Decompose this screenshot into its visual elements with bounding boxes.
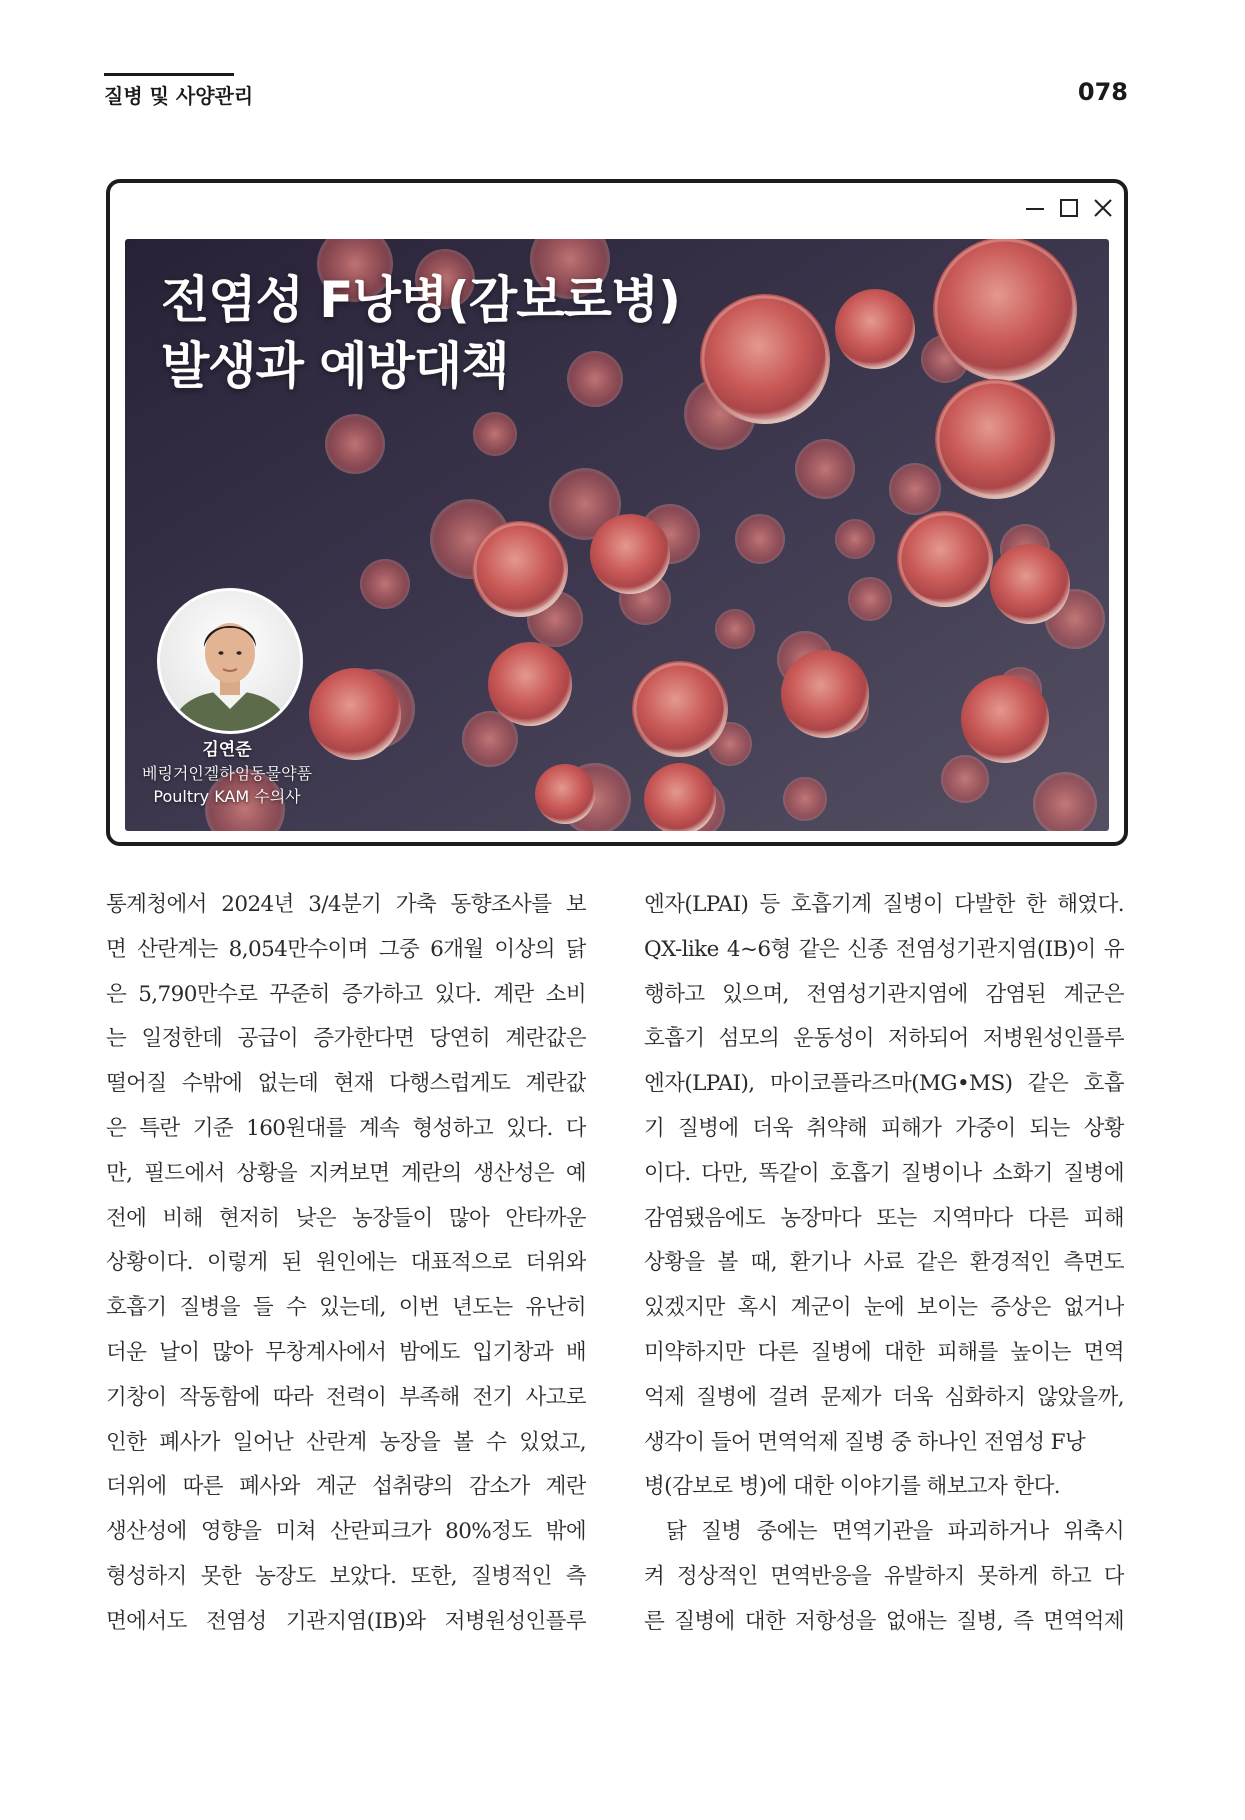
text-line: 만, 필드에서 상황을 지켜보면 계란의 생산성은 예 bbox=[106, 1160, 586, 1186]
text-line: 미약하지만 다른 질병에 대한 피해를 높이는 면역 bbox=[644, 1339, 1124, 1365]
text-line: 닭 질병 중에는 면역기관을 파괴하거나 위축시 bbox=[666, 1519, 1124, 1545]
author-avatar bbox=[157, 588, 303, 734]
text-line: 호흡기 섬모의 운동성이 저하되어 저병원성인플루 bbox=[644, 1026, 1124, 1052]
text-line: 생각이 들어 면역억제 질병 중 하나인 전염성 F낭 bbox=[644, 1429, 1086, 1455]
author-role: Poultry KAM 수의사 bbox=[153, 787, 301, 806]
text-line: 생산성에 영향을 미쳐 산란피크가 80%정도 밖에 bbox=[106, 1519, 586, 1545]
section-label: 질병 및 사양관리 bbox=[104, 84, 254, 108]
text-line: 켜 정상적인 면역반응을 유발하지 못하게 하고 다 bbox=[644, 1563, 1124, 1589]
text-line: 통계청에서 2024년 3/4분기 가축 동향조사를 보 bbox=[106, 892, 586, 917]
article-title bbox=[161, 267, 680, 399]
text-line: 떨어질 수밖에 없는데 현재 다행스럽게도 계란값 bbox=[106, 1071, 586, 1097]
text-line: 엔자(LPAI), 마이코플라즈마(MG•MS) 같은 호흡 bbox=[644, 1071, 1124, 1097]
text-line: 억제 질병에 걸려 문제가 더욱 심화하지 않았을까, bbox=[644, 1384, 1124, 1410]
text-line: 기창이 작동함에 따라 전력이 부족해 전기 사고로 bbox=[106, 1384, 586, 1410]
text-line: 병(감보로 병)에 대한 이야기를 해보고자 한다. bbox=[644, 1474, 1061, 1500]
window-controls bbox=[1024, 197, 1114, 219]
text-line: 른 질병에 대한 저항성을 없애는 질병, 즉 면역억제 bbox=[644, 1608, 1124, 1634]
author-name: 김연준 bbox=[202, 740, 252, 760]
author-company: 베링거인겔하임동물약품 bbox=[141, 764, 313, 783]
text-line: 면 산란계는 8,054만수이며 그중 6개월 이상의 닭 bbox=[106, 936, 586, 962]
text-line: 기 질병에 더욱 취약해 피해가 가중이 되는 상황 bbox=[644, 1115, 1124, 1141]
text-line: 면에서도 전염성 기관지염(IB)와 저병원성인플루 bbox=[106, 1608, 586, 1634]
article-column-right bbox=[644, 883, 1124, 1645]
author-portrait bbox=[160, 591, 300, 731]
article-window-frame bbox=[106, 179, 1128, 846]
author-info bbox=[125, 739, 329, 808]
minimize-icon[interactable] bbox=[1024, 197, 1046, 219]
article-title-line2: 발생과 예방대책 bbox=[161, 337, 509, 395]
text-line: 더위에 따른 폐사와 계군 섭취량의 감소가 계란 bbox=[106, 1474, 586, 1500]
page-number: 078 bbox=[1077, 78, 1128, 106]
close-icon[interactable] bbox=[1092, 197, 1114, 219]
text-line: 은 5,790만수로 꾸준히 증가하고 있다. 계란 소비 bbox=[106, 981, 586, 1007]
text-line: 행하고 있으며, 전염성기관지염에 감염된 계군은 bbox=[644, 981, 1124, 1007]
hero-image bbox=[125, 239, 1109, 831]
text-line: QX-like 4~6형 같은 신종 전염성기관지염(IB)이 유 bbox=[644, 936, 1124, 962]
text-line: 엔자(LPAI) 등 호흡기계 질병이 다발한 한 해였다. bbox=[644, 892, 1124, 917]
article-title-line1: 전염성 F낭병(감보로병) bbox=[161, 271, 680, 329]
text-line: 은 특란 기준 160원대를 계속 형성하고 있다. 다 bbox=[106, 1115, 586, 1141]
maximize-icon[interactable] bbox=[1058, 197, 1080, 219]
text-line: 상황이다. 이렇게 된 원인에는 대표적으로 더위와 bbox=[106, 1250, 586, 1276]
text-line: 감염됐음에도 농장마다 또는 지역마다 다른 피해 bbox=[644, 1205, 1124, 1231]
text-line: 전에 비해 현저히 낮은 농장들이 많아 안타까운 bbox=[106, 1205, 586, 1231]
article-column-left bbox=[106, 883, 586, 1645]
text-line: 있겠지만 혹시 계군이 눈에 보이는 증상은 없거나 bbox=[644, 1295, 1124, 1321]
text-line: 호흡기 질병을 들 수 있는데, 이번 년도는 유난히 bbox=[106, 1295, 586, 1321]
header-rule bbox=[104, 73, 234, 76]
text-line: 더운 날이 많아 무창계사에서 밤에도 입기창과 배 bbox=[106, 1339, 586, 1365]
text-line: 인한 폐사가 일어난 산란계 농장을 볼 수 있었고, bbox=[106, 1429, 586, 1455]
text-line: 이다. 다만, 똑같이 호흡기 질병이나 소화기 질병에 bbox=[644, 1160, 1124, 1186]
text-line: 형성하지 못한 농장도 보았다. 또한, 질병적인 측 bbox=[106, 1563, 586, 1589]
text-line: 는 일정한데 공급이 증가한다면 당연히 계란값은 bbox=[106, 1026, 586, 1052]
text-line: 상황을 볼 때, 환기나 사료 같은 환경적인 측면도 bbox=[644, 1250, 1124, 1276]
